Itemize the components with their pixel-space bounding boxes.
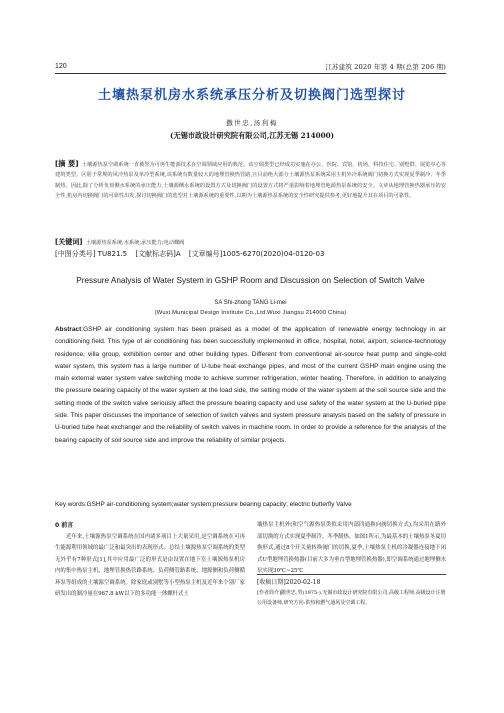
affiliation-cn: (无锡市政设计研究院有限公司,江苏无锡 214000) (169, 131, 334, 140)
abstract-en-text: :GSHP air conditioning system has been praised as a model of the application of renewable energy technology in air conditioning field. This type of air conditioning has been successfully implemented in office, hospital, hotel, airport, science-technology residence, villa group, exhibition center and other building types. Different from conventional air-source heat pump and single-cold water system, this system has a large number of U-tube heat exchange pipes, and most of the current GSHP main engine using the main external water system valve switching mode to achieve summer refrigeration, winter heating. Therefore, in addition to analyzing the pressure bearing capacity of the water system at the load side, the setting mode of the water system at the soil source side and the setting mode of the switch valve seriously affect the pressure bearing capacity and use safety of the water system at the U-buried pipe side. This paper discusses the importance of selection of switch valves and system pressure analysis based on the safety of pressure in U-buried tube heat exchanger and the reliability of switch valves in machine room. In order to provide a reference for the analysis of the bearing capacity of soil source side and improve the reliability of similar projects. (55, 326, 446, 444)
keywords-cn (55, 237, 446, 248)
abstract-en-tag: Abstract (55, 326, 82, 333)
article-id: [文章编号]1005-6270(2020)04-0120-03 (188, 250, 325, 258)
abstract-cn-tag: [摘 要] (55, 159, 79, 168)
section-heading: 0 前言 (55, 522, 74, 529)
keywords-cn-tag: [关键词] (55, 238, 83, 246)
section-paragraph: 近年来,土壤源热泵空调系统在国内诸多项目上大量采用,是空调系统在可再生能源利用领域的最广泛和最突出的表现形式。总结土壤源热泵空调系统的类型无外乎有7种形式[1],其中应用最广泛的形式是由设置在地下室土壤源热泵机房内的集中热泵主机、地埋管换热管路系统、负荷侧管路系统、地源侧和负荷侧循环泵等组成的土壤源空调系统。除家庭或别墅等小型热泵主机及近年来个别厂家研发出的制冷量在967.8 kW以下的多功能一体螺杆式土 (55, 533, 245, 597)
abstract-cn (55, 159, 446, 202)
running-header (55, 62, 446, 72)
footnote (257, 578, 446, 608)
keywords-en: Key words:GSHP air-conditioning system;water system;pressure bearing capacity; electric butterfly Valve (55, 501, 352, 508)
document-code: [文献标志码]A (135, 250, 181, 258)
footnote-rule (257, 574, 446, 575)
article-title-en: Pressure Analysis of Water System in GSHP Room and Discussion on Selection of Switch Valve (76, 276, 425, 285)
clc-number: [中图分类号] TU821.5 (55, 250, 128, 258)
abstract-en (55, 324, 446, 447)
page-number: 120 (55, 63, 67, 70)
keywords-cn-text: 土壤源热泵系统;水系统;承压能力;电动蝶阀 (85, 240, 185, 246)
author-bio: [作者简介]撒世忠,男(1975-),无锡市政设计研究院有限公司,高级工程师,高级设计注册公用设备师,研究方向:供热和燃气通风及空调工程。 (257, 590, 446, 606)
authors-en: SA Shi-zhong TANG Li-mei (214, 300, 287, 306)
authors-cn: 撒世忠,汤利梅 (226, 119, 278, 127)
abstract-cn-text: 土壤源热泵空调系统一直被誉为可再生能源技术在空调领域应用的典范。该空调类型已经成功实施在办公、医院、宾馆、机场、科技住宅、别墅群、展览中心等建筑类型。区别于常规的风冷热泵及单冷型系统,该系统有数量较大的地埋管换热管路,且目前绝大部分土壤源热泵系统采用主机外冷系统阀门切换方式实现夏季制冷、冬季制热。因此,除了分析负荷侧水系统的承压能力,土壤源侧水系统的设置方式及切换阀门的设置方式将严重影响着地埋管地源热泵系统的安全。文章从地埋管换热器承压的安全性,机房内切换阀门的可靠性出发,探讨切换阀门的选型对土壤源系统的重要性,以期为土壤源热泵系统的安全性研究提供参考,更好地提升其在项目的可靠性。 (55, 162, 446, 200)
article-title-cn: 土壤热泵机房水系统承压分析及切换阀门选型探讨 (97, 88, 406, 103)
body-column-left (55, 520, 245, 601)
journal-info: 江苏建筑 2020 年第 4 期(总第 206 期) (325, 63, 446, 71)
received-date: [收稿日期]2020-02-18 (257, 579, 321, 586)
classification-line (55, 249, 446, 259)
body-column-right (257, 520, 446, 578)
header-rule (55, 73, 446, 74)
affiliation-en: (Wuxi Municipal Design Institute Co.,Ltd.Wuxi Jiangsu 214000 China) (154, 310, 347, 316)
section-paragraph-continued: 壤热泵主机外(和空气源热泵类似采用内部四通换向阀切换方式),均采用在路外部切换的方式实现夏季制冷、冬季制热。如图1所示,为最基本的土壤热泵冬夏切换形式,通过8个开关量转换阀门的切换,夏季,土壤热泵主机的冷凝器连接地下闭式U型地埋管换热器(目前大多为垂直型地埋管换热器),即空调系统通过地埋侧水泵实现30℃~25℃ (257, 522, 446, 574)
